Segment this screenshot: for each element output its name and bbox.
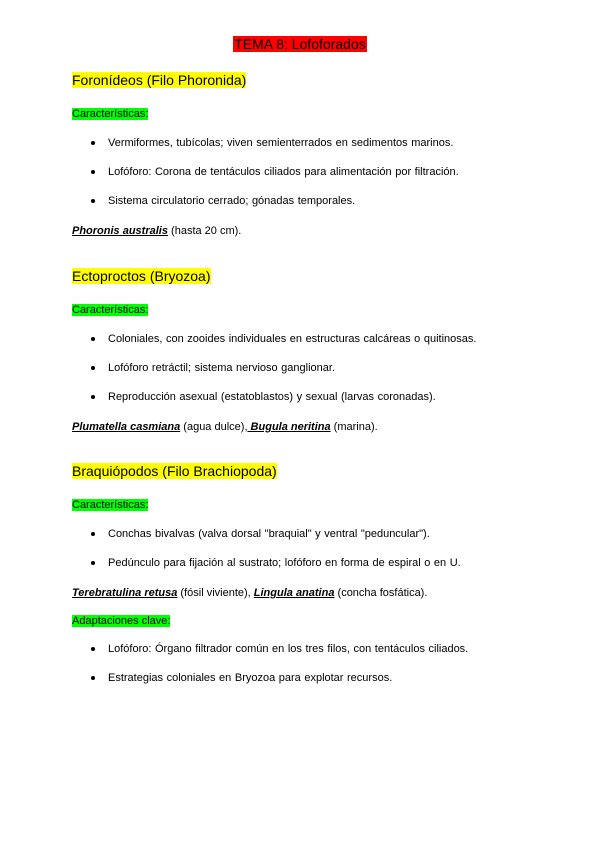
species-line bbox=[72, 224, 542, 238]
species-name: Plumatella casmiana bbox=[72, 421, 181, 433]
section-heading-text: Ectoproctos (Bryozoa) bbox=[72, 268, 211, 284]
section-subheading-text: Características: bbox=[72, 499, 149, 511]
bullet-list bbox=[72, 332, 542, 404]
species-line bbox=[72, 420, 542, 434]
section-brachiopoda bbox=[72, 463, 542, 685]
section-heading bbox=[72, 268, 542, 285]
list-item: Estrategias coloniales en Bryozoa para explotar recursos. bbox=[72, 671, 542, 685]
section-subheading-text: Características: bbox=[72, 108, 149, 120]
species-note: (agua dulce), bbox=[180, 421, 248, 433]
species-note: (hasta 20 cm). bbox=[167, 225, 242, 237]
list-item: Coloniales, con zooides individuales en estructuras calcáreas o quitinosas. bbox=[72, 332, 542, 346]
page-title bbox=[0, 36, 600, 53]
section-subheading bbox=[72, 498, 542, 512]
section-heading-text: Braquiópodos (Filo Brachiopoda) bbox=[72, 463, 277, 479]
bullet-list bbox=[72, 136, 542, 208]
section-subheading bbox=[72, 303, 542, 317]
adaptations-subheading-text: Adaptaciones clave: bbox=[72, 615, 171, 627]
section-heading-text: Foronídeos (Filo Phoronida) bbox=[72, 72, 247, 88]
adaptations-subheading bbox=[72, 614, 542, 628]
section-phoronida bbox=[72, 72, 542, 238]
species-name: Bugula neritina bbox=[247, 421, 331, 433]
bullet-list bbox=[72, 642, 542, 685]
list-item: Pedúnculo para fijación al sustrato; lofóforo en forma de espiral o en U. bbox=[72, 556, 542, 570]
species-note: (marina). bbox=[330, 421, 378, 433]
list-item: Sistema circulatorio cerrado; gónadas temporales. bbox=[72, 194, 542, 208]
species-name: Phoronis australis bbox=[72, 225, 168, 237]
species-name: Lingula anatina bbox=[253, 587, 335, 599]
species-name: Terebratulina retusa bbox=[72, 587, 178, 599]
species-note: (fósil viviente), bbox=[177, 587, 254, 599]
adaptations-block bbox=[72, 614, 542, 685]
species-note: (concha fosfática). bbox=[334, 587, 428, 599]
list-item: Vermiformes, tubícolas; viven semienterrados en sedimentos marinos. bbox=[72, 136, 542, 150]
section-heading bbox=[72, 72, 542, 89]
section-subheading-text: Características: bbox=[72, 304, 149, 316]
section-subheading bbox=[72, 107, 542, 121]
bullet-list bbox=[72, 527, 542, 570]
list-item: Lofóforo: Corona de tentáculos ciliados para alimentación por filtración. bbox=[72, 165, 542, 179]
page-title-text: TEMA 8: Lofoforados bbox=[234, 36, 366, 52]
list-item: Lofóforo retráctil; sistema nervioso ganglionar. bbox=[72, 361, 542, 375]
list-item: Reproducción asexual (estatoblastos) y sexual (larvas coronadas). bbox=[72, 390, 542, 404]
section-heading bbox=[72, 463, 542, 480]
species-line bbox=[72, 586, 542, 600]
section-bryozoa bbox=[72, 268, 542, 434]
list-item: Lofóforo: Órgano filtrador común en los tres filos, con tentáculos ciliados. bbox=[72, 642, 542, 656]
list-item: Conchas bivalvas (valva dorsal "braquial" y ventral "peduncular"). bbox=[72, 527, 542, 541]
